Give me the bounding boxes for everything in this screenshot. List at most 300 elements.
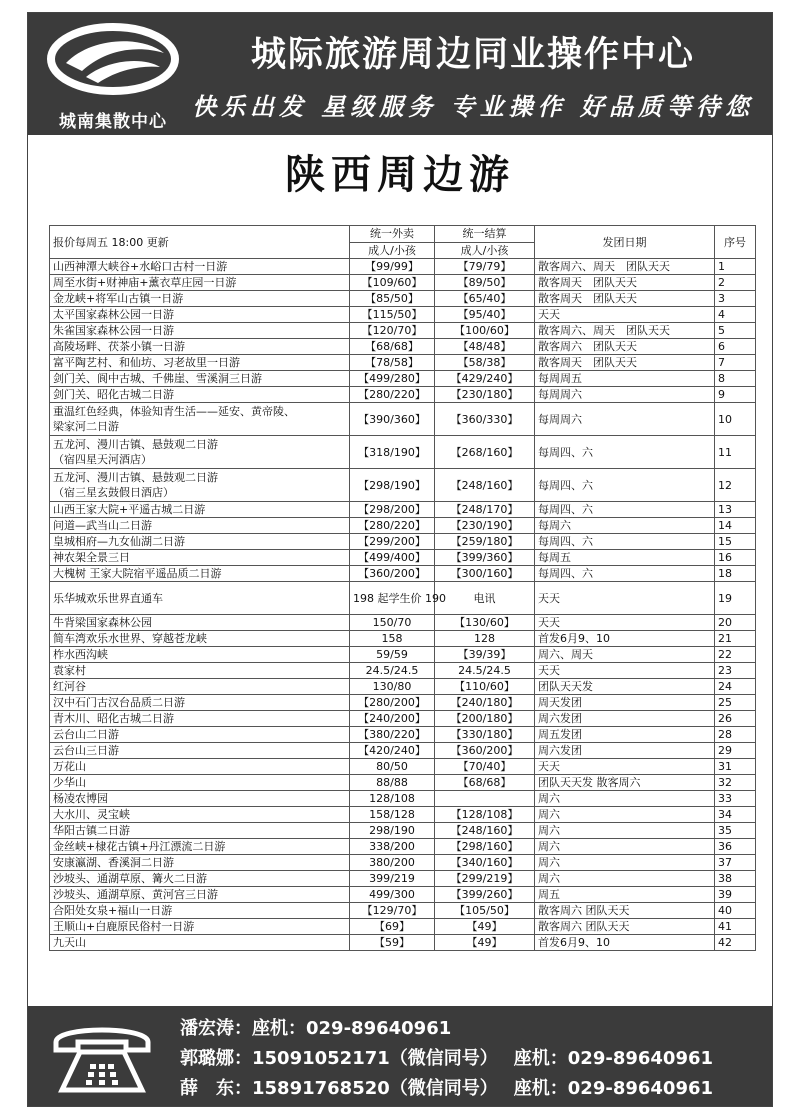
retail-price: 158: [381, 632, 403, 645]
retail-price-cell: [350, 823, 435, 839]
index-cell: 11: [715, 436, 756, 469]
retail-price-cell: [350, 403, 435, 436]
tour-name: 红河谷: [53, 680, 86, 693]
tour-name: 高陵场畔、茯茶小镇一日游: [53, 340, 185, 353]
settle-price-cell: 【248/160】: [435, 823, 535, 839]
contact-pan: 潘宏涛：座机：029-89640961: [180, 1018, 452, 1039]
index-cell: 22: [715, 647, 756, 663]
departure-dates-cell: 首发6月9、10: [535, 935, 715, 951]
settle-price-cell: 【248/170】: [435, 502, 535, 518]
index-cell: 3: [715, 291, 756, 307]
retail-price-cell: [350, 502, 435, 518]
table-row: [50, 887, 756, 903]
tour-name: 云台山二日游: [53, 728, 119, 741]
logo-text: 城南集散中心: [59, 112, 167, 132]
departure-dates-cell: 天天: [535, 663, 715, 679]
retail-price-cell: [350, 711, 435, 727]
settle-price-cell: 24.5/24.5: [435, 663, 535, 679]
index-cell: 23: [715, 663, 756, 679]
departure-dates-cell: 周六: [535, 871, 715, 887]
departure-dates-cell: 天天: [535, 615, 715, 631]
departure-dates-cell: 散客周天 团队天天: [535, 355, 715, 371]
contact-guo-landline: 座机：029-89640961: [513, 1048, 714, 1069]
departure-dates-cell: 每周四、六: [535, 502, 715, 518]
index-cell: 9: [715, 387, 756, 403]
departure-dates-cell: 周六发团: [535, 743, 715, 759]
tour-name: 金龙峡+将军山古镇一日游: [53, 292, 184, 305]
tour-name: 杨凌农博园: [53, 792, 108, 805]
retail-price-cell: [350, 291, 435, 307]
tour-name: 王顺山+白鹿原民俗村一日游: [53, 920, 195, 933]
index-cell: 38: [715, 871, 756, 887]
tour-name-cell: [50, 775, 350, 791]
retail-price: 338/200: [369, 840, 415, 853]
tour-name-cell: [50, 259, 350, 275]
table-row: [50, 663, 756, 679]
retail-price: 【280/220】: [358, 388, 426, 401]
table-row: [50, 807, 756, 823]
tour-name: 大水川、灵宝峡: [53, 808, 130, 821]
index-cell: 32: [715, 775, 756, 791]
retail-price: 【99/99】: [365, 260, 419, 273]
retail-price: 【115/50】: [361, 308, 423, 321]
tour-name-cell: [50, 566, 350, 582]
retail-price-line2: 学生价 190: [388, 591, 446, 605]
settle-price-cell: 【128/108】: [435, 807, 535, 823]
table-row: [50, 436, 756, 469]
settle-price-cell: 【70/40】: [435, 759, 535, 775]
settle-price-cell: 【95/40】: [435, 307, 535, 323]
tour-name: 问道—武当山二日游: [53, 519, 152, 532]
settle-price-cell: 【298/160】: [435, 839, 535, 855]
index-cell: 19: [715, 582, 756, 615]
retail-price: 【85/50】: [365, 292, 419, 305]
settle-price-cell: 【360/200】: [435, 743, 535, 759]
retail-price: 130/80: [372, 680, 412, 693]
index-cell: 36: [715, 839, 756, 855]
retail-price: 【499/280】: [358, 372, 426, 385]
contact-guo-mobile: 郭璐娜：15091052171（微信同号）: [180, 1048, 498, 1069]
departure-dates-cell: 每周五: [535, 550, 715, 566]
table-body: [50, 259, 756, 951]
tour-name-cell: [50, 339, 350, 355]
tour-name-cell: [50, 935, 350, 951]
index-cell: 12: [715, 469, 756, 502]
retail-price: 80/50: [376, 760, 408, 773]
settle-price-cell: 【110/60】: [435, 679, 535, 695]
departure-dates-cell: 散客周天 团队天天: [535, 275, 715, 291]
retail-price: 399/219: [369, 872, 415, 885]
table-row: [50, 566, 756, 582]
logo-swoosh-icon: [46, 21, 180, 101]
settle-price-cell: 【58/38】: [435, 355, 535, 371]
retail-price: 【298/200】: [358, 503, 426, 516]
tour-name: 乐华城欢乐世界直通车: [53, 591, 163, 605]
retail-price: 【109/60】: [361, 276, 423, 289]
retail-price: 【280/200】: [358, 696, 426, 709]
table-row: [50, 582, 756, 615]
retail-price-cell: [350, 275, 435, 291]
tour-name-cell: [50, 355, 350, 371]
tour-name: 五龙河、漫川古镇、悬鼓观二日游: [53, 471, 218, 484]
header-index: 序号: [715, 226, 756, 259]
retail-price: 24.5/24.5: [365, 664, 419, 677]
contact-xue-landline: 座机：029-89640961: [513, 1078, 714, 1099]
retail-price: 298/190: [369, 824, 415, 837]
table-row: [50, 695, 756, 711]
settle-price-cell: 【300/160】: [435, 566, 535, 582]
departure-dates-cell: 每周四、六: [535, 469, 715, 502]
tour-name: 袁家村: [53, 664, 86, 677]
departure-dates-cell: 天天: [535, 582, 715, 615]
departure-dates-cell: 周六: [535, 807, 715, 823]
settle-price-cell: 【240/180】: [435, 695, 535, 711]
tour-name: 华阳古镇二日游: [53, 824, 130, 837]
retail-price-cell: [350, 355, 435, 371]
retail-price: 【318/190】: [358, 445, 426, 459]
table-row: [50, 502, 756, 518]
tour-name-cell: [50, 663, 350, 679]
retail-price: 【240/200】: [358, 712, 426, 725]
departure-dates-cell: 散客周天 团队天天: [535, 291, 715, 307]
settle-price-cell: 【360/330】: [435, 403, 535, 436]
index-cell: 10: [715, 403, 756, 436]
retail-price: 【298/190】: [358, 478, 426, 492]
settle-price-cell: 【268/160】: [435, 436, 535, 469]
tour-name-cell: [50, 323, 350, 339]
retail-price: 【69】: [374, 920, 410, 933]
tour-name-cell: [50, 839, 350, 855]
tour-name-cell: [50, 903, 350, 919]
table-row: [50, 387, 756, 403]
table-row: [50, 355, 756, 371]
tour-name-cell: [50, 887, 350, 903]
tour-name: 太平国家森林公园一日游: [53, 308, 174, 321]
settle-price-cell: 【100/60】: [435, 323, 535, 339]
retail-price: 【120/70】: [361, 324, 423, 337]
tour-name: 山西神潭大峡谷+水峪口古村一日游: [53, 260, 228, 273]
retail-price-cell: [350, 887, 435, 903]
index-cell: 26: [715, 711, 756, 727]
tour-name: 青木川、昭化古城二日游: [53, 712, 174, 725]
index-cell: 37: [715, 855, 756, 871]
departure-dates-cell: 周六发团: [535, 711, 715, 727]
retail-price-cell: [350, 323, 435, 339]
table-row: [50, 855, 756, 871]
index-cell: 40: [715, 903, 756, 919]
settle-price-cell: 【259/180】: [435, 534, 535, 550]
table-row: [50, 259, 756, 275]
departure-dates-cell: 每周四、六: [535, 534, 715, 550]
tour-name-cell: [50, 711, 350, 727]
departure-dates-cell: 散客周六 团队天天: [535, 903, 715, 919]
tour-name-cell: [50, 307, 350, 323]
table-row: [50, 647, 756, 663]
tour-name-cell: [50, 615, 350, 631]
retail-price: 150/70: [372, 616, 412, 629]
table-row: [50, 615, 756, 631]
settle-price-cell: 【200/180】: [435, 711, 535, 727]
tour-price-table: [49, 225, 756, 951]
tour-name-cell: [50, 695, 350, 711]
table-row: [50, 275, 756, 291]
table-row: [50, 727, 756, 743]
tour-name: 五龙河、漫川古镇、悬鼓观二日游: [53, 438, 218, 451]
retail-price-cell: [350, 582, 446, 615]
retail-price: 【78/58】: [365, 356, 419, 369]
retail-price-cell: [350, 615, 435, 631]
tour-name-cell: [50, 823, 350, 839]
index-cell: 34: [715, 807, 756, 823]
retail-price-cell: [350, 550, 435, 566]
retail-price-cell: [350, 695, 435, 711]
departure-dates-cell: 周五发团: [535, 727, 715, 743]
departure-dates-cell: 周五: [535, 887, 715, 903]
retail-price: 380/200: [369, 856, 415, 869]
retail-price-cell: [350, 759, 435, 775]
tour-name: 神农架全景三日: [53, 551, 130, 564]
contact-line-1: [180, 1014, 451, 1040]
table-row: [50, 823, 756, 839]
tour-name: 皇城相府—九女仙湖二日游: [53, 535, 185, 548]
settle-price-cell: 【49】: [435, 935, 535, 951]
departure-dates-cell: 周天发团: [535, 695, 715, 711]
tour-name-cell: [50, 727, 350, 743]
retail-price: 【380/220】: [358, 728, 426, 741]
table-row: [50, 371, 756, 387]
tour-name: 九天山: [53, 936, 86, 949]
retail-price-cell: [350, 518, 435, 534]
tour-name-cell: [50, 534, 350, 550]
tour-name-cell: [50, 518, 350, 534]
tour-name: 合阳处女泉+福山一日游: [53, 904, 173, 917]
tour-name: 重温红色经典，体验知青生活——延安、黄帝陵、: [53, 405, 295, 418]
table-row: [50, 631, 756, 647]
page-title: 陕西周边游: [285, 152, 515, 198]
table-row: [50, 791, 756, 807]
departure-dates-cell: 散客周六、周天 团队天天: [535, 323, 715, 339]
tour-name: 简车湾欢乐水世界、穿越苍龙峡: [53, 632, 207, 645]
index-cell: 21: [715, 631, 756, 647]
departure-dates-cell: 周六、周天: [535, 647, 715, 663]
index-cell: 24: [715, 679, 756, 695]
index-cell: 4: [715, 307, 756, 323]
retail-price: 【360/200】: [358, 567, 426, 580]
settle-price-cell: 【49】: [435, 919, 535, 935]
tour-name-line2: （宿四星天河酒店）: [53, 453, 152, 466]
contact-footer: [28, 1006, 772, 1106]
header-title: 城际旅游周边同业操作中心: [250, 35, 695, 75]
departure-dates-cell: 周六: [535, 823, 715, 839]
index-cell: 6: [715, 339, 756, 355]
header-departure-dates: 发团日期: [535, 226, 715, 259]
tour-name: 少华山: [53, 776, 86, 789]
retail-price-cell: [350, 631, 435, 647]
retail-price-cell: [350, 663, 435, 679]
retail-price-cell: [350, 469, 435, 502]
retail-price: 【420/240】: [358, 744, 426, 757]
header-update-note: 报价每周五 18:00 更新: [50, 226, 350, 259]
table-row: [50, 403, 756, 436]
tour-name-cell: [50, 791, 350, 807]
table-row: [50, 759, 756, 775]
index-cell: 15: [715, 534, 756, 550]
retail-price: 88/88: [376, 776, 408, 789]
settle-price-cell: 【39/39】: [435, 647, 535, 663]
subheader-settle: 成人/小孩: [435, 242, 535, 259]
table-row: [50, 711, 756, 727]
settle-price-cell: [435, 791, 535, 807]
retail-price-cell: [350, 903, 435, 919]
table-row: [50, 743, 756, 759]
header-settle-price: 统一结算: [435, 226, 535, 243]
tour-name: 周至水街+财神庙+薰衣草庄园一日游: [53, 276, 237, 289]
header-banner: [28, 13, 772, 135]
retail-price: 【390/360】: [358, 412, 426, 426]
settle-price-cell: 128: [435, 631, 535, 647]
retail-price-cell: [350, 871, 435, 887]
tour-name: 柞水西沟峡: [53, 648, 108, 661]
index-cell: 7: [715, 355, 756, 371]
departure-dates-cell: 团队天天发: [535, 679, 715, 695]
retail-price-cell: [350, 436, 435, 469]
retail-price: 【59】: [374, 936, 410, 949]
header-retail-price: 统一外卖: [350, 226, 435, 243]
tour-name-cell: [50, 275, 350, 291]
departure-dates-cell: 每周周五: [535, 371, 715, 387]
tour-name-cell: [50, 502, 350, 518]
retail-price-cell: [350, 259, 435, 275]
index-cell: 42: [715, 935, 756, 951]
departure-dates-cell: 每周周六: [535, 403, 715, 436]
tour-name: 朱雀国家森林公园一日游: [53, 324, 174, 337]
retail-price-cell: [350, 679, 435, 695]
departure-dates-cell: 团队天天发 散客周六: [535, 775, 715, 791]
contact-line-2: [180, 1044, 713, 1070]
retail-price-cell: [350, 839, 435, 855]
table-row: [50, 339, 756, 355]
retail-price-cell: [350, 339, 435, 355]
retail-price: 128/108: [369, 792, 415, 805]
retail-price-cell: [350, 919, 435, 935]
tour-name: 剑门关、阆中古城、千佛崖、雪溪洞三日游: [53, 372, 262, 385]
tour-name: 剑门关、昭化古城二日游: [53, 388, 174, 401]
tour-name-cell: [50, 387, 350, 403]
retail-price: 59/59: [376, 648, 408, 661]
settle-price-cell: 电讯: [435, 582, 535, 615]
settle-price-cell: 【399/260】: [435, 887, 535, 903]
table-row: [50, 307, 756, 323]
retail-price: 【280/220】: [358, 519, 426, 532]
tour-name-cell: [50, 743, 350, 759]
telephone-icon: [50, 1020, 154, 1094]
settle-price-cell: 【89/50】: [435, 275, 535, 291]
tour-name: 云台山三日游: [53, 744, 119, 757]
tour-name: 牛背梁国家森林公园: [53, 616, 152, 629]
index-cell: 1: [715, 259, 756, 275]
index-cell: 41: [715, 919, 756, 935]
settle-price-cell: 【230/180】: [435, 387, 535, 403]
settle-price-cell: 【65/40】: [435, 291, 535, 307]
index-cell: 13: [715, 502, 756, 518]
retail-price: 【129/70】: [361, 904, 423, 917]
index-cell: 31: [715, 759, 756, 775]
contact-line-3: [180, 1074, 713, 1100]
departure-dates-cell: 周六: [535, 839, 715, 855]
table-row: [50, 469, 756, 502]
index-cell: 35: [715, 823, 756, 839]
index-cell: 14: [715, 518, 756, 534]
index-cell: 16: [715, 550, 756, 566]
settle-price-cell: 【299/219】: [435, 871, 535, 887]
price-sheet: [27, 12, 773, 1107]
retail-price-cell: [350, 775, 435, 791]
contact-xue-mobile: 薛 东：15891768520（微信同号）: [180, 1078, 498, 1099]
logo: [38, 21, 188, 131]
tour-name-cell: [50, 436, 350, 469]
retail-price: 158/128: [369, 808, 415, 821]
retail-price-cell: [350, 647, 435, 663]
table-row: [50, 518, 756, 534]
tour-name: 沙坡头、通湖草原、黄河宫三日游: [53, 888, 218, 901]
table-row: [50, 935, 756, 951]
retail-price: 【299/200】: [358, 535, 426, 548]
settle-price-cell: 【330/180】: [435, 727, 535, 743]
index-cell: 18: [715, 566, 756, 582]
departure-dates-cell: 周六: [535, 855, 715, 871]
index-cell: 8: [715, 371, 756, 387]
retail-price-cell: [350, 307, 435, 323]
retail-price-cell: [350, 807, 435, 823]
tour-name-cell: [50, 291, 350, 307]
departure-dates-cell: 散客周六、周天 团队天天: [535, 259, 715, 275]
table-row: [50, 839, 756, 855]
tour-name-cell: [50, 550, 350, 566]
tour-name: 大槐树 王家大院宿平遥品质二日游: [53, 567, 222, 580]
tour-name-cell: [50, 679, 350, 695]
departure-dates-cell: 每周六: [535, 518, 715, 534]
settle-price-cell: 【340/160】: [435, 855, 535, 871]
retail-price: 【68/68】: [365, 340, 419, 353]
settle-price-cell: 【399/360】: [435, 550, 535, 566]
table-header-row: [50, 226, 756, 243]
settle-price-cell: 【105/50】: [435, 903, 535, 919]
departure-dates-cell: 周六: [535, 791, 715, 807]
tour-name-cell: [50, 855, 350, 871]
index-cell: 25: [715, 695, 756, 711]
retail-price-cell: [350, 855, 435, 871]
index-cell: 29: [715, 743, 756, 759]
index-cell: 33: [715, 791, 756, 807]
tour-name-cell: [50, 647, 350, 663]
table-row: [50, 679, 756, 695]
tour-name-cell: [50, 631, 350, 647]
table-row: [50, 550, 756, 566]
retail-price-cell: [350, 387, 435, 403]
tour-name-line2: 梁家河二日游: [53, 420, 119, 433]
table-row: [50, 323, 756, 339]
index-cell: 2: [715, 275, 756, 291]
settle-price-cell: 【68/68】: [435, 775, 535, 791]
departure-dates-cell: 散客周六 团队天天: [535, 339, 715, 355]
index-cell: 20: [715, 615, 756, 631]
retail-price-cell: [350, 534, 435, 550]
index-cell: 39: [715, 887, 756, 903]
retail-price-cell: [350, 935, 435, 951]
tour-name: 汉中石门古汉台品质二日游: [53, 696, 185, 709]
table-row: [50, 291, 756, 307]
tour-name: 金丝峡+棣花古镇+丹江漂流二日游: [53, 840, 226, 853]
